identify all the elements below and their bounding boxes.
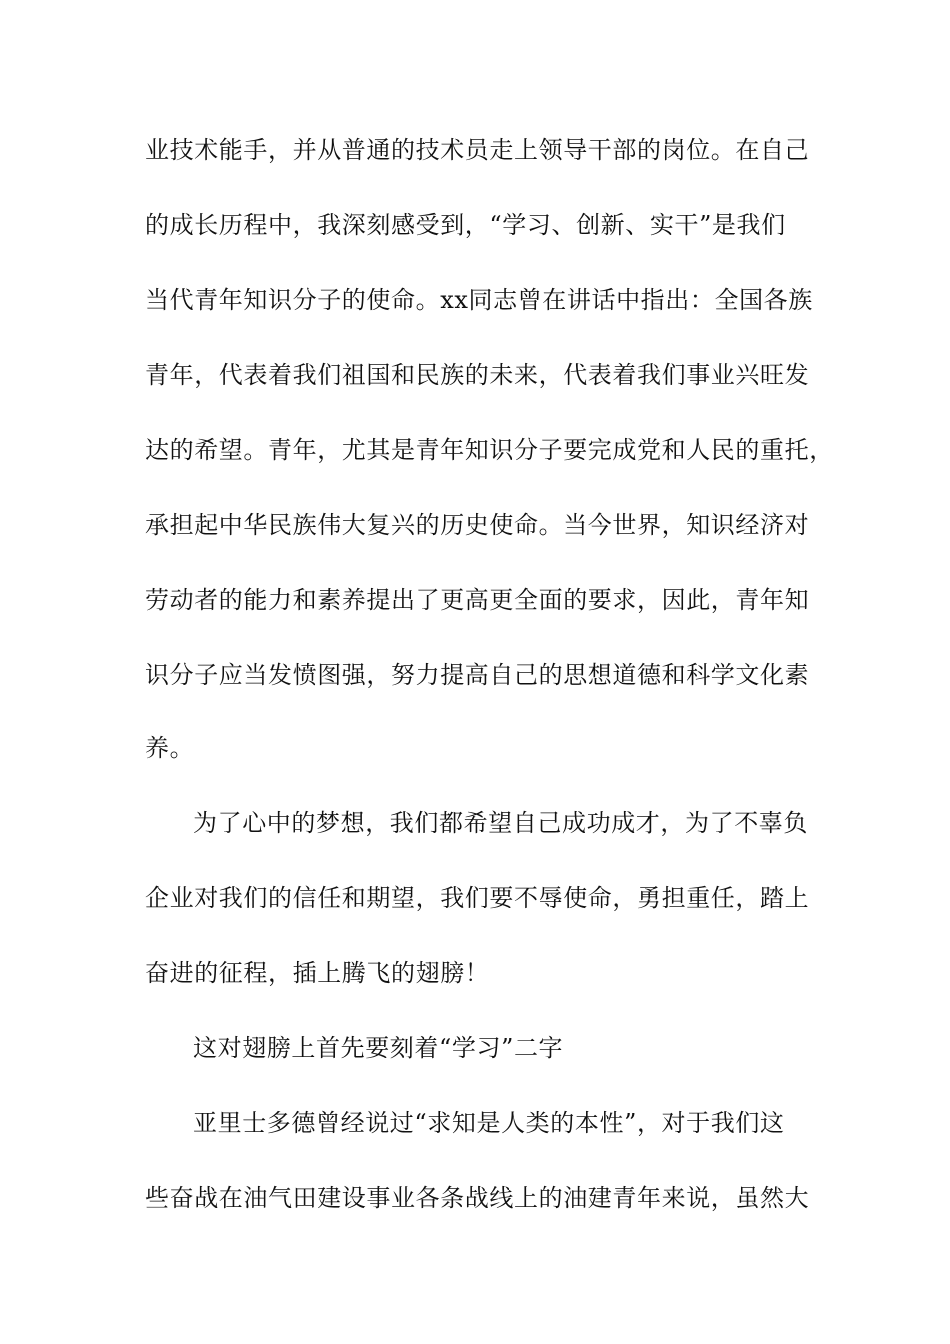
text-line: 青年，代表着我们祖国和民族的未来，代表着我们事业兴旺发	[145, 361, 810, 389]
text-line: 业技术能手，并从普通的技术员走上领导干部的岗位。在自己	[145, 136, 810, 164]
text-line: 识分子应当发愤图强，努力提高自己的思想道德和科学文化素	[145, 661, 810, 689]
text-line: 奋进的征程，插上腾飞的翅膀！	[145, 959, 490, 987]
text-line: 当代青年知识分子的使命。xx同志曾在讲话中指出：全国各族	[145, 286, 813, 314]
text-line: 养。	[145, 734, 195, 762]
paragraph-first-line: 亚里士多德曾经说过“求知是人类的本性”，对于我们这	[193, 1109, 785, 1137]
section-heading: 这对翅膀上首先要刻着“学习”二字	[193, 1034, 564, 1062]
text-line: 承担起中华民族伟大复兴的历史使命。当今世界，知识经济对	[145, 511, 810, 539]
text-line: 些奋战在油气田建设事业各条战线上的油建青年来说，虽然大	[145, 1184, 810, 1212]
text-line: 的成长历程中，我深刻感受到，“学习、创新、实干”是我们	[145, 211, 786, 239]
text-line: 达的希望。青年，尤其是青年知识分子要完成党和人民的重托，	[145, 436, 834, 464]
text-line: 企业对我们的信任和期望，我们要不辱使命，勇担重任，踏上	[145, 884, 810, 912]
text-line: 劳动者的能力和素养提出了更高更全面的要求，因此，青年知	[145, 586, 810, 614]
paragraph-first-line: 为了心中的梦想，我们都希望自己成功成才，为了不辜负	[193, 809, 808, 837]
